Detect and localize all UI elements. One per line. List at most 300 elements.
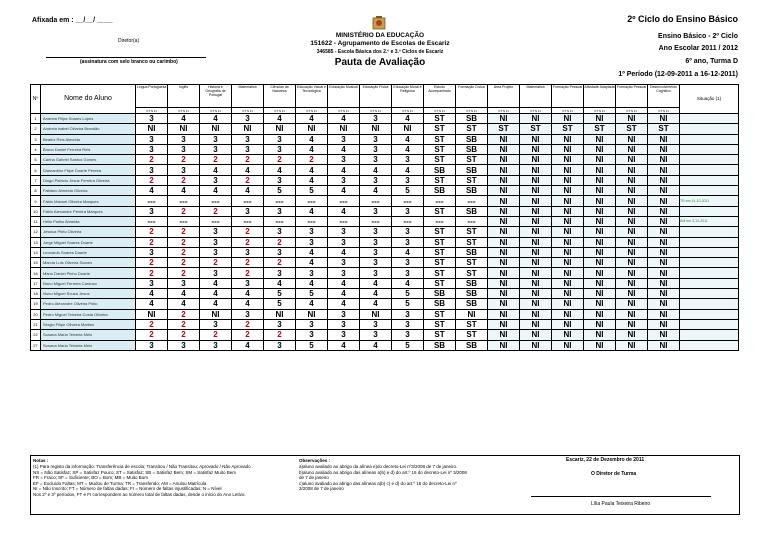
grade-cell: SB	[424, 340, 456, 350]
grade-cell: 3	[328, 227, 360, 237]
grade-cell: 2	[168, 258, 200, 268]
subject-header: Desenvolvimento Cognitivo	[648, 85, 680, 108]
grade-cell: 3	[232, 278, 264, 288]
student-number: 5	[31, 155, 41, 165]
grade-cell: 3	[328, 134, 360, 144]
situacao-cell	[680, 237, 739, 247]
grade-cell: ---	[264, 196, 296, 206]
sub-header: FT N FI	[360, 108, 392, 114]
grade-cell: NI	[520, 227, 552, 237]
grade-cell: NI	[488, 165, 520, 175]
grade-cell: 3	[360, 237, 392, 247]
student-number: 16	[31, 268, 41, 278]
grade-cell: NI	[552, 165, 584, 175]
grade-cell: 3	[232, 144, 264, 154]
student-name: Bruno Daniel Ferreira Reis	[41, 144, 136, 154]
grade-cell: ---	[232, 216, 264, 226]
grade-cell: 3	[264, 340, 296, 350]
student-number: 12	[31, 227, 41, 237]
grade-cell: SB	[456, 165, 488, 175]
grade-cell: ST	[424, 134, 456, 144]
grade-cell: NI	[264, 124, 296, 134]
subject-header: Formação Cívica	[456, 85, 488, 108]
grade-cell: 4	[296, 144, 328, 154]
grade-cell: NI	[584, 227, 616, 237]
grade-cell: 4	[136, 299, 168, 309]
grade-cell: 3	[232, 114, 264, 124]
grade-cell: ST	[424, 247, 456, 257]
grade-cell: 3	[296, 237, 328, 247]
grade-cell: NI	[520, 258, 552, 268]
table-row	[31, 258, 739, 268]
sub-header: FT N FI	[200, 108, 232, 114]
grade-cell: NI	[616, 206, 648, 216]
grade-cell: 3	[200, 175, 232, 185]
student-name: Diamantino Filipe Duarte Pereira	[41, 165, 136, 175]
subject-header: Área Projeto	[488, 85, 520, 108]
situacao-cell	[680, 278, 739, 288]
student-name: Sérgio Filipe Oliveira Martins	[41, 319, 136, 329]
table-row	[31, 134, 739, 144]
obs-title: Observações :	[299, 458, 331, 463]
sub-header: FT N FI	[488, 108, 520, 114]
grade-cell: SB	[424, 289, 456, 299]
grade-cell: 3	[392, 319, 424, 329]
grade-cell: ---	[424, 216, 456, 226]
table-row	[31, 227, 739, 237]
grade-cell: 2	[264, 330, 296, 340]
grade-cell: 3	[360, 268, 392, 278]
grade-cell: 5	[392, 289, 424, 299]
grade-cell: SB	[456, 114, 488, 124]
grade-cell: 5	[392, 340, 424, 350]
grade-cell: 2	[200, 155, 232, 165]
nota-line: (1) Para registo da informação: Transferência de escola; Transitou / Não Transitou; Aprovado / Não Aprovado	[33, 464, 251, 469]
grade-cell: 4	[232, 340, 264, 350]
periodo-label: 1º Período (12-09-2011 a 16-12-2011)	[618, 71, 738, 78]
grade-cell: ST	[520, 124, 552, 134]
student-name: Nuno Miguel Sousa Jesus	[41, 289, 136, 299]
grade-cell: ---	[200, 196, 232, 206]
grade-cell: NI	[488, 278, 520, 288]
grade-cell: NI	[520, 216, 552, 226]
grade-cell: 4	[328, 165, 360, 175]
grade-cell: 3	[264, 268, 296, 278]
col-nome: Nome do Aluno	[41, 85, 136, 114]
student-number: 1	[31, 114, 41, 124]
obs-line: de 7 de janeiro	[299, 475, 329, 480]
nota-line: NI = Não Inscrito; FT = Número de faltas dadas; FI = Número de faltas injustificadas; N = Nível	[33, 486, 222, 491]
grade-cell: NI	[488, 206, 520, 216]
grade-cell: NI	[616, 278, 648, 288]
grades-table	[30, 84, 739, 351]
grade-cell: 4	[296, 278, 328, 288]
grade-cell: 3	[264, 206, 296, 216]
grade-cell: NI	[520, 155, 552, 165]
grade-cell: 4	[296, 175, 328, 185]
table-row	[31, 268, 739, 278]
grade-cell: ST	[424, 227, 456, 237]
grade-cell: SB	[424, 165, 456, 175]
grade-cell: 4	[168, 289, 200, 299]
student-number: 10	[31, 206, 41, 216]
grade-cell: NI	[552, 268, 584, 278]
grade-cell: ST	[456, 227, 488, 237]
grade-cell: 3	[136, 206, 168, 216]
grade-cell: NI	[648, 196, 680, 206]
grade-cell: 2	[168, 247, 200, 257]
subject-header: Matemática	[520, 85, 552, 108]
grade-cell: ---	[360, 216, 392, 226]
grade-cell: ---	[328, 196, 360, 206]
grade-cell: ---	[168, 216, 200, 226]
grade-cell: NI	[584, 165, 616, 175]
grade-cell: 4	[328, 278, 360, 288]
student-name: Fabiano Almeida Oliveira	[41, 186, 136, 196]
grade-cell: NI	[584, 175, 616, 185]
grade-cell: 2	[232, 175, 264, 185]
table-row	[31, 309, 739, 319]
table-row	[31, 114, 739, 124]
student-name: Pedro Miguel Teixeira Costa Oliveira	[41, 309, 136, 319]
grade-cell: NI	[520, 186, 552, 196]
header-row	[31, 85, 739, 108]
afixada-label: Afixada em : __/__/ ____	[32, 17, 113, 24]
grade-cell: SB	[456, 144, 488, 154]
grade-cell: ---	[136, 216, 168, 226]
student-name: Mário Daniel Pinho Duarte	[41, 268, 136, 278]
student-name: Carina Gabriel Santos Gomes	[41, 155, 136, 165]
grade-cell: 3	[264, 247, 296, 257]
grade-cell: SB	[424, 299, 456, 309]
grade-cell: 4	[328, 186, 360, 196]
grade-cell: NI	[552, 134, 584, 144]
grade-cell: 3	[392, 330, 424, 340]
grade-cell: ---	[360, 196, 392, 206]
sub-header: FT N FI	[616, 108, 648, 114]
grade-cell: ST	[424, 155, 456, 165]
grade-cell: 3	[328, 330, 360, 340]
grade-cell: 3	[360, 319, 392, 329]
sub-header: FT N FI	[552, 108, 584, 114]
grade-cell: 3	[264, 227, 296, 237]
grade-cell: 4	[168, 186, 200, 196]
grade-cell: 5	[296, 186, 328, 196]
grade-cell: 2	[168, 227, 200, 237]
subject-header: Formação Pessoal	[616, 85, 648, 108]
grade-cell: 4	[328, 247, 360, 257]
grade-cell: SB	[456, 340, 488, 350]
student-number: 9	[31, 196, 41, 206]
obs-list	[299, 464, 499, 492]
grade-cell: 4	[360, 165, 392, 175]
grade-cell: 3	[360, 330, 392, 340]
grade-cell: 3	[168, 165, 200, 175]
grade-cell: 3	[328, 258, 360, 268]
grade-cell: NI	[616, 299, 648, 309]
grade-cell: 3	[360, 247, 392, 257]
grade-cell: NI	[648, 227, 680, 237]
student-name: Andreia Isabel Oliveira Brandão	[41, 124, 136, 134]
grade-cell: 3	[360, 144, 392, 154]
grade-cell: NI	[488, 247, 520, 257]
grade-cell: 4	[200, 278, 232, 288]
grade-cell: NI	[488, 196, 520, 206]
student-name: Susana Maria Teixeira Melo	[41, 340, 136, 350]
grade-cell: NI	[264, 309, 296, 319]
grade-cell: 3	[392, 155, 424, 165]
grade-cell: 4	[136, 289, 168, 299]
grade-cell: 3	[200, 247, 232, 257]
grade-cell: 3	[232, 206, 264, 216]
grade-cell: SB	[456, 299, 488, 309]
grade-cell: 4	[232, 186, 264, 196]
grade-cell: ---	[456, 216, 488, 226]
situacao-cell	[680, 309, 739, 319]
grade-cell: NI	[488, 144, 520, 154]
grade-cell: NI	[488, 155, 520, 165]
sub-header: FT N FI	[456, 108, 488, 114]
grade-cell: 3	[360, 155, 392, 165]
grade-cell: NI	[584, 278, 616, 288]
grade-cell: NI	[520, 247, 552, 257]
grade-cell: NI	[584, 319, 616, 329]
grade-cell: 4	[328, 114, 360, 124]
grade-cell: NI	[232, 124, 264, 134]
grade-cell: 3	[360, 258, 392, 268]
grade-cell: ST	[488, 124, 520, 134]
ciclo-label: 2º Ciclo do Ensino Básico	[627, 14, 738, 24]
student-name: Pedro Alexandre Oliveira Pinto	[41, 299, 136, 309]
student-number: 27	[31, 340, 41, 350]
grade-cell: NI	[296, 124, 328, 134]
situacao-cell	[680, 155, 739, 165]
professor-name: Lília Paula Teixeira Ribeiro	[591, 501, 651, 507]
grade-cell: NI	[648, 278, 680, 288]
subject-header: Educação Musical	[328, 85, 360, 108]
grade-cell: NI	[520, 196, 552, 206]
grade-cell: SB	[456, 289, 488, 299]
grade-cell: 4	[328, 340, 360, 350]
grade-cell: NI	[616, 114, 648, 124]
grade-cell: NI	[552, 227, 584, 237]
student-number: 17	[31, 278, 41, 288]
grade-cell: 4	[200, 289, 232, 299]
grade-cell: 4	[328, 299, 360, 309]
grade-cell: NI	[584, 114, 616, 124]
grade-cell: ---	[264, 216, 296, 226]
grade-cell: ST	[424, 144, 456, 154]
sub-header: FT N FI	[264, 108, 296, 114]
grade-cell: NI	[488, 227, 520, 237]
grade-cell: 3	[296, 330, 328, 340]
grade-cell: 4	[136, 186, 168, 196]
grade-cell: NI	[616, 175, 648, 185]
grade-cell: NI	[616, 186, 648, 196]
grade-cell: 3	[168, 340, 200, 350]
grade-cell: NI	[520, 268, 552, 278]
ministerio-title: MINISTÉRIO DA EDUCAÇÃO	[335, 32, 425, 39]
grade-cell: ST	[456, 319, 488, 329]
student-number: 14	[31, 247, 41, 257]
grade-cell: NI	[584, 134, 616, 144]
grade-cell: 2	[168, 330, 200, 340]
student-number: 3	[31, 134, 41, 144]
nota-line: Nos 2º e 3º períodos, FT e FI correspondem ao número total de faltas dadas, desde o início do Ano Letivo.	[33, 491, 246, 497]
grade-cell: NI	[648, 299, 680, 309]
grade-cell: 5	[264, 299, 296, 309]
grade-cell: NI	[552, 247, 584, 257]
student-number: 4	[31, 144, 41, 154]
grade-cell: SB	[456, 134, 488, 144]
situacao-cell	[680, 227, 739, 237]
grade-cell: 4	[360, 340, 392, 350]
grade-cell: NI	[520, 144, 552, 154]
table-row	[31, 186, 739, 196]
grade-cell: NI	[584, 309, 616, 319]
sub-header: FT N FI	[136, 108, 168, 114]
grade-cell: 2	[232, 330, 264, 340]
table-row	[31, 165, 739, 175]
table-row	[31, 175, 739, 185]
student-name: Beatriz Reis Almeida	[41, 134, 136, 144]
student-name: Fábio Alexandre Pereira Marques	[41, 206, 136, 216]
table-row	[31, 278, 739, 288]
grade-cell: ST	[424, 258, 456, 268]
grade-cell: NI	[488, 175, 520, 185]
grade-cell: NI	[648, 216, 680, 226]
grade-cell: 3	[200, 268, 232, 278]
grade-cell: NI	[616, 144, 648, 154]
grade-cell: NI	[200, 124, 232, 134]
grade-cell: 4	[360, 278, 392, 288]
grade-cell: NI	[552, 216, 584, 226]
grade-cell: NI	[328, 124, 360, 134]
grade-cell: 4	[264, 114, 296, 124]
grade-cell: NI	[136, 124, 168, 134]
grade-cell: 2	[136, 258, 168, 268]
grade-cell: 3	[328, 237, 360, 247]
grade-cell: 4	[296, 247, 328, 257]
subject-header: Matemática	[232, 85, 264, 108]
grade-cell: 4	[296, 299, 328, 309]
grade-cell: NI	[520, 134, 552, 144]
grade-cell: NI	[552, 278, 584, 288]
situacao-cell	[680, 144, 739, 154]
grade-cell: 2	[168, 175, 200, 185]
subject-header: Educação Moral e Religiosa	[392, 85, 424, 108]
grade-cell: 2	[136, 155, 168, 165]
grade-cell: NI	[616, 134, 648, 144]
grade-cell: NI	[520, 299, 552, 309]
student-number: 13	[31, 237, 41, 247]
situacao-cell	[680, 124, 739, 134]
grade-cell: NI	[520, 237, 552, 247]
grade-cell: NI	[488, 330, 520, 340]
grade-cell: NI	[616, 216, 648, 226]
coat-of-arms-icon	[370, 16, 388, 30]
grade-cell: NI	[584, 289, 616, 299]
table-row	[31, 319, 739, 329]
grade-cell: 5	[392, 299, 424, 309]
grade-cell: NI	[520, 340, 552, 350]
student-number: 11	[31, 216, 41, 226]
sub-header: FT N FI	[296, 108, 328, 114]
grade-cell: ST	[456, 155, 488, 165]
sub-header: FT N FI	[520, 108, 552, 114]
grade-cell: 4	[360, 186, 392, 196]
grade-cell: NI	[488, 268, 520, 278]
grade-cell: 4	[328, 144, 360, 154]
grade-cell: ---	[328, 216, 360, 226]
grade-cell: NI	[616, 309, 648, 319]
grade-cell: 4	[232, 299, 264, 309]
grade-cell: ST	[424, 309, 456, 319]
student-number: 20	[31, 309, 41, 319]
grade-cell: ST	[616, 124, 648, 134]
notas-title: Notas :	[33, 458, 49, 463]
grade-cell: ---	[392, 216, 424, 226]
notas-list	[33, 464, 293, 497]
grade-cell: 4	[392, 134, 424, 144]
grade-cell: NI	[520, 330, 552, 340]
grade-cell: NI	[488, 186, 520, 196]
grade-cell: NI	[488, 216, 520, 226]
grade-cell: ---	[456, 196, 488, 206]
grade-cell: 3	[136, 165, 168, 175]
grade-cell: 3	[360, 206, 392, 216]
grade-cell: ST	[648, 124, 680, 134]
grade-cell: 4	[328, 206, 360, 216]
grade-cell: 3	[360, 227, 392, 237]
grade-cell: 3	[264, 134, 296, 144]
grade-cell: NI	[488, 289, 520, 299]
grade-cell: 3	[328, 268, 360, 278]
grade-cell: 3	[200, 319, 232, 329]
obs-line: a)aluno avaliado ao abrigo da alínea e)do decreto-Lei nº3/2008 de 7 de janeiro.	[299, 464, 458, 469]
grade-cell: 3	[136, 144, 168, 154]
grade-cell: ---	[296, 216, 328, 226]
grade-cell: 3	[264, 175, 296, 185]
grade-cell: NI	[584, 268, 616, 278]
nota-line: EF = Excluído Faltas; MT = Mudou de Turma; TR = Transferido; AM = Anulou Matrícula	[33, 480, 207, 486]
grade-cell: ---	[296, 196, 328, 206]
subject-header: História e Geografia de Portugal	[200, 85, 232, 108]
student-number: 22	[31, 330, 41, 340]
grade-cell: 2	[136, 175, 168, 185]
grade-cell: 3	[360, 134, 392, 144]
grade-cell: 4	[168, 114, 200, 124]
grade-cell: NI	[648, 114, 680, 124]
student-name: Hélio Fialho Almeida	[41, 216, 136, 226]
grade-cell: NI	[168, 124, 200, 134]
assinatura-label: (assinatura com selo branco ou carimbo)	[80, 59, 178, 65]
table-row	[31, 289, 739, 299]
grade-cell: NI	[616, 155, 648, 165]
grade-cell: 3	[136, 278, 168, 288]
student-number: 18	[31, 289, 41, 299]
situacao-cell	[680, 330, 739, 340]
grade-cell: 3	[392, 237, 424, 247]
grade-cell: NI	[552, 340, 584, 350]
grade-cell: 2	[136, 330, 168, 340]
situacao-cell	[680, 206, 739, 216]
grade-cell: NI	[488, 237, 520, 247]
grade-cell: NI	[584, 258, 616, 268]
grade-cell: ---	[168, 196, 200, 206]
grade-cell: NI	[552, 144, 584, 154]
grade-cell: NI	[552, 237, 584, 247]
